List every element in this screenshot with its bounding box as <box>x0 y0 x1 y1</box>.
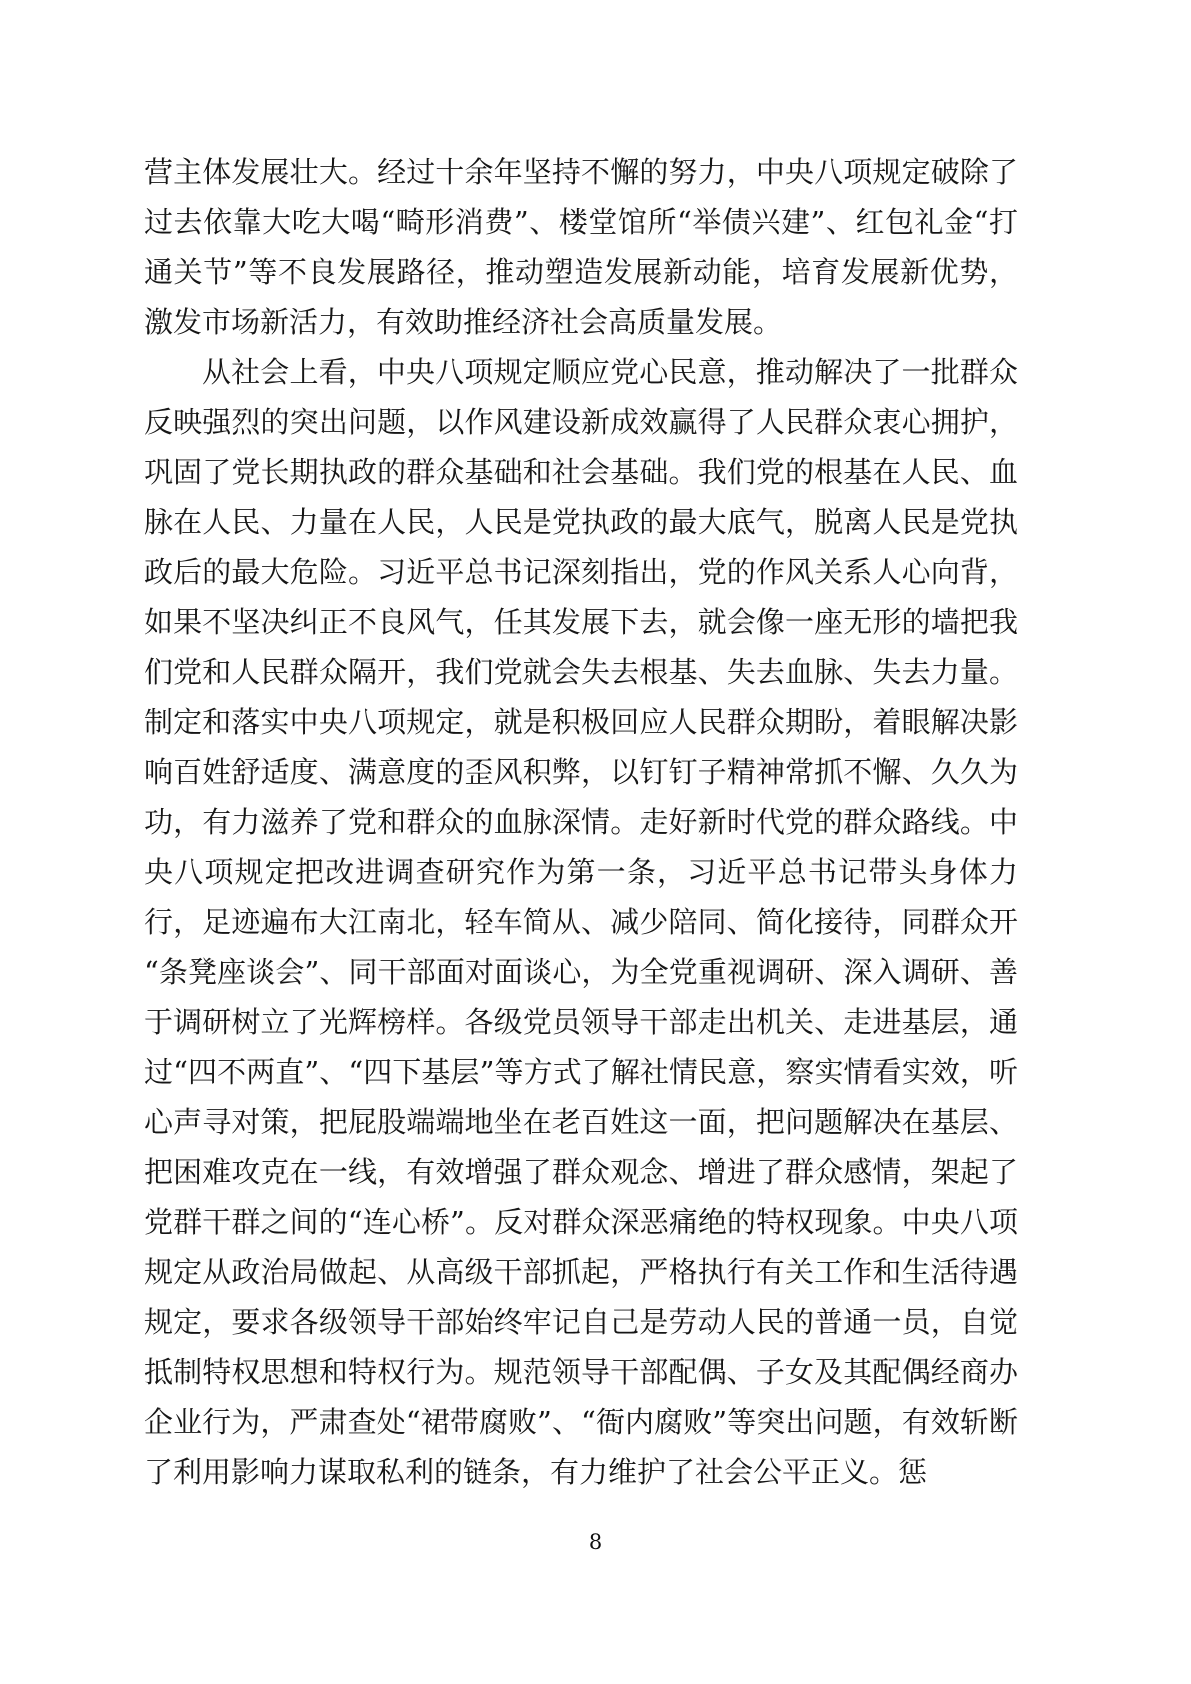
body-paragraph: 从社会上看，中央八项规定顺应党心民意，推动解决了一批群众反映强烈的突出问题，以作风建设新成效赢得了人民群众衷心拥护，巩固了党长期执政的群众基础和社会基础。我们党的根基在人民、血脉在人民、力量在人民，人民是党执政的最大底气，脱离人民是党执政后的最大危险。习近平总书记深刻指出，党的作风关系人心向背，如果不坚决纠正不良风气，任其发展下去，就会像一座无形的墙把我们党和人民群众隔开，我们党就会失去根基、失去血脉、失去力量。制定和落实中央八项规定，就是积极回应人民群众期盼，着眼解决影响百姓舒适度、满意度的歪风积弊，以钉钉子精神常抓不懈、久久为功，有力滋养了党和群众的血脉深情。走好新时代党的群众路线。中央八项规定把改进调查研究作为第一条，习近平总书记带头身体力行，足迹遍布大江南北，轻车简从、减少陪同、简化接待，同群众开“条凳座谈会”、同干部面对面谈心，为全党重视调研、深入调研、善于调研树立了光辉榜样。各级党员领导干部走出机关、走进基层，通过“四不两直”、“四下基层”等方式了解社情民意，察实情看实效，听心声寻对策，把屁股端端地坐在老百姓这一面，把问题解决在基层、把困难攻克在一线，有效增强了群众观念、增进了群众感情，架起了党群干群之间的“连心桥”。反对群众深恶痛绝的特权现象。中央八项规定从政治局做起、从高级干部抓起，严格执行有关工作和生活待遇规定，要求各级领导干部始终牢记自己是劳动人民的普通一员，自觉抵制特权思想和特权行为。规范领导干部配偶、子女及其配偶经商办企业行为，严肃查处“裙带腐败”、“衙内腐败”等突出问题，有效斩断了利用影响力谋取私利的链条，有力维护了社会公平正义。惩 <box>144 355 1018 1489</box>
page-footer <box>0 1530 1191 1554</box>
page-number: 8 <box>588 1530 603 1554</box>
body-paragraph: 营主体发展壮大。经过十余年坚持不懈的努力，中央八项规定破除了过去依靠大吃大喝“畸形消费”、楼堂馆所“举债兴建”、红包礼金“打通关节”等不良发展路径，推动塑造发展新动能，培育发展新优势，激发市场新活力，有效助推经济社会高质量发展。 <box>144 155 1018 339</box>
text-block <box>144 147 1018 1497</box>
